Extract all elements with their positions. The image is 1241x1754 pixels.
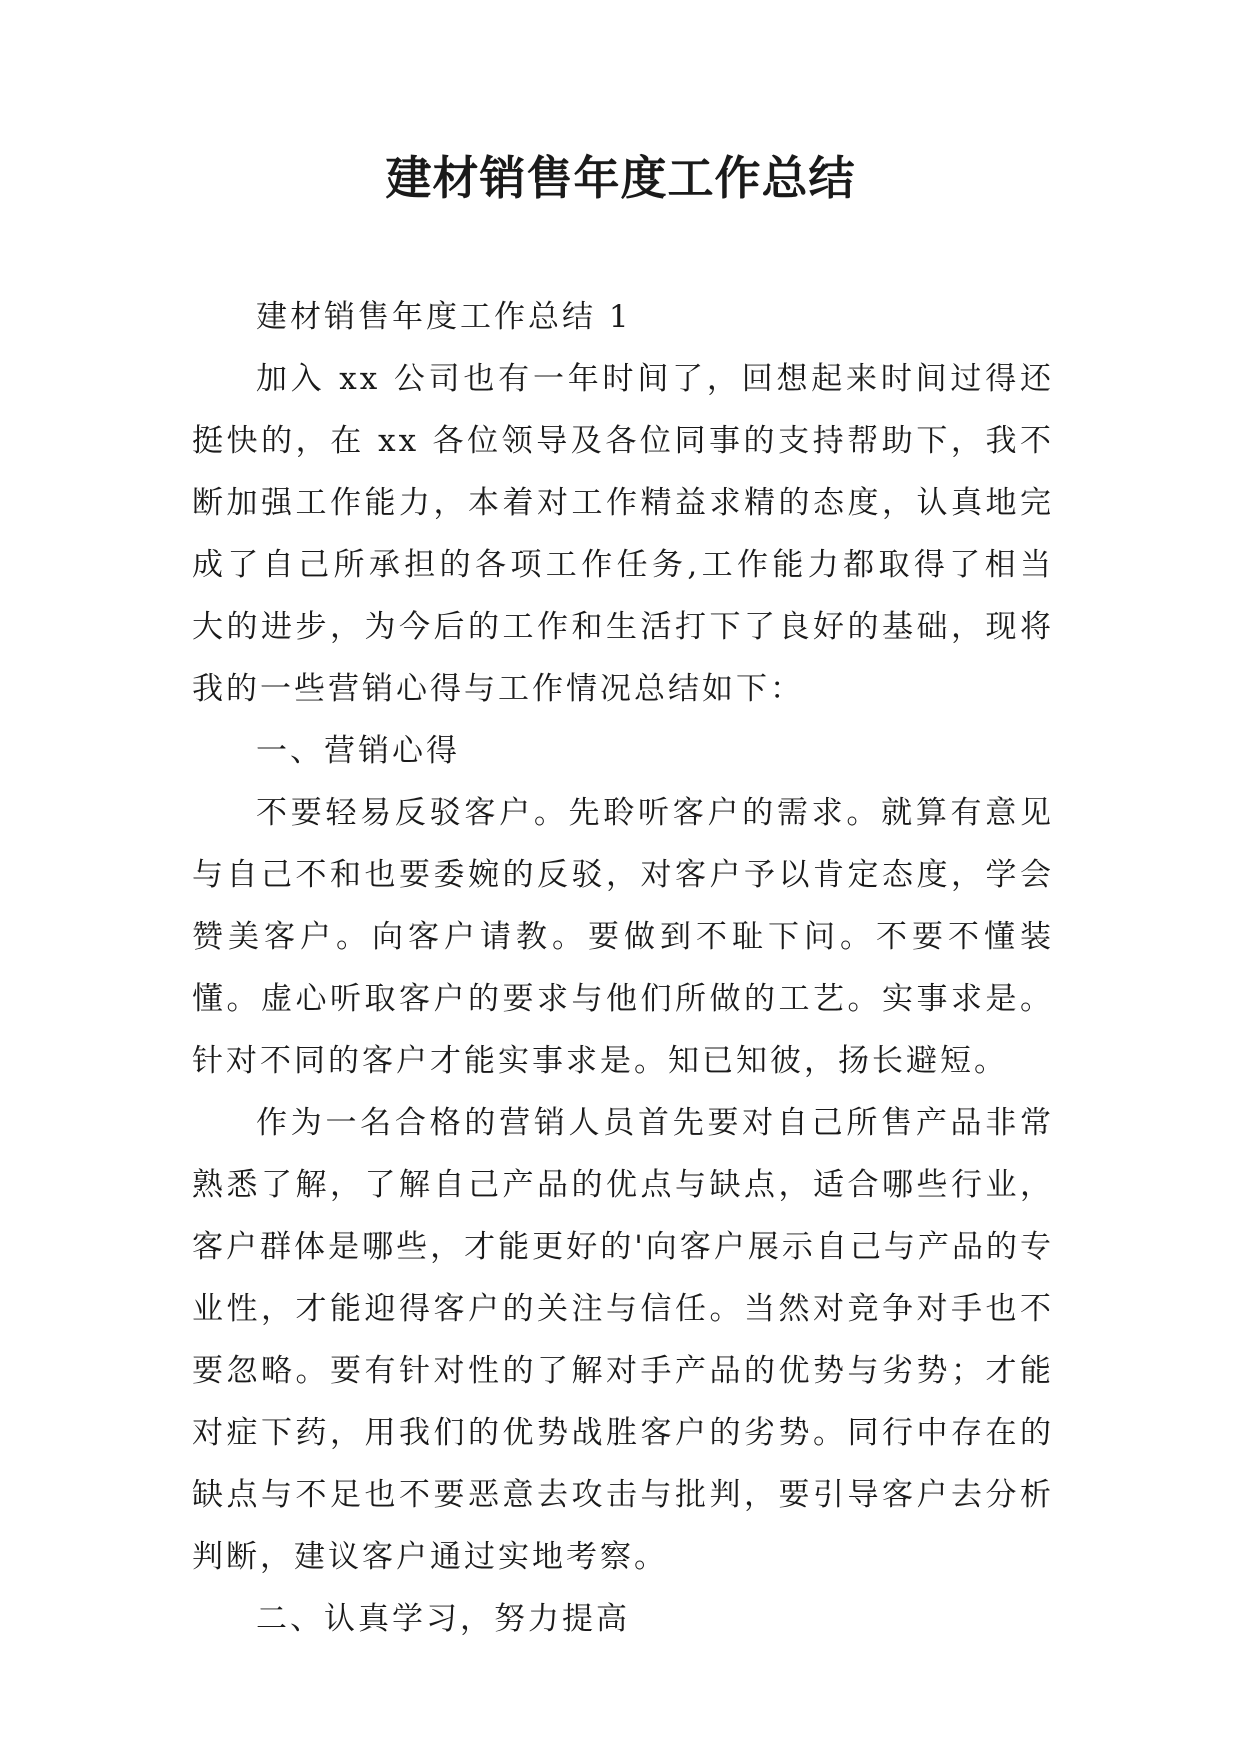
document-body xyxy=(192,286,1054,1650)
body-paragraph: 加入 xx 公司也有一年时间了，回想起来时间过得还挺快的，在 xx 各位领导及各位同事的支持帮助下，我不断加强工作能力，本着对工作精益求精的态度，认真地完成了自己所承担的各项工作任务,工作能力都取得了相当大的进步，为今后的工作和生活打下了良好的基础，现将我的一些营销心得与工作情况总结如下： xyxy=(192,361,1054,707)
document-title: 建材销售年度工作总结 xyxy=(385,151,856,205)
body-paragraph: 作为一名合格的营销人员首先要对自己所售产品非常熟悉了解，了解自己产品的优点与缺点，适合哪些行业，客户群体是哪些，才能更好的'向客户展示自己与产品的专业性，才能迎得客户的关注与信任。当然对竞争对手也不要忽略。要有针对性的了解对手产品的优势与劣势；才能对症下药，用我们的优势战胜客户的劣势。同行中存在的缺点与不足也不要恶意去攻击与批判，要引导客户去分析判断，建议客户通过实地考察。 xyxy=(192,1105,1054,1575)
section-heading: 建材销售年度工作总结 1 xyxy=(256,299,632,335)
section-heading: 二、认真学习，努力提高 xyxy=(256,1601,630,1637)
section-heading: 一、营销心得 xyxy=(256,733,460,769)
body-paragraph: 不要轻易反驳客户。先聆听客户的需求。就算有意见与自己不和也要委婉的反驳，对客户予以肯定态度，学会赞美客户。向客户请教。要做到不耻下问。不要不懂装懂。虚心听取客户的要求与他们所做的工艺。实事求是。针对不同的客户才能实事求是。知已知彼，扬长避短。 xyxy=(192,795,1054,1079)
